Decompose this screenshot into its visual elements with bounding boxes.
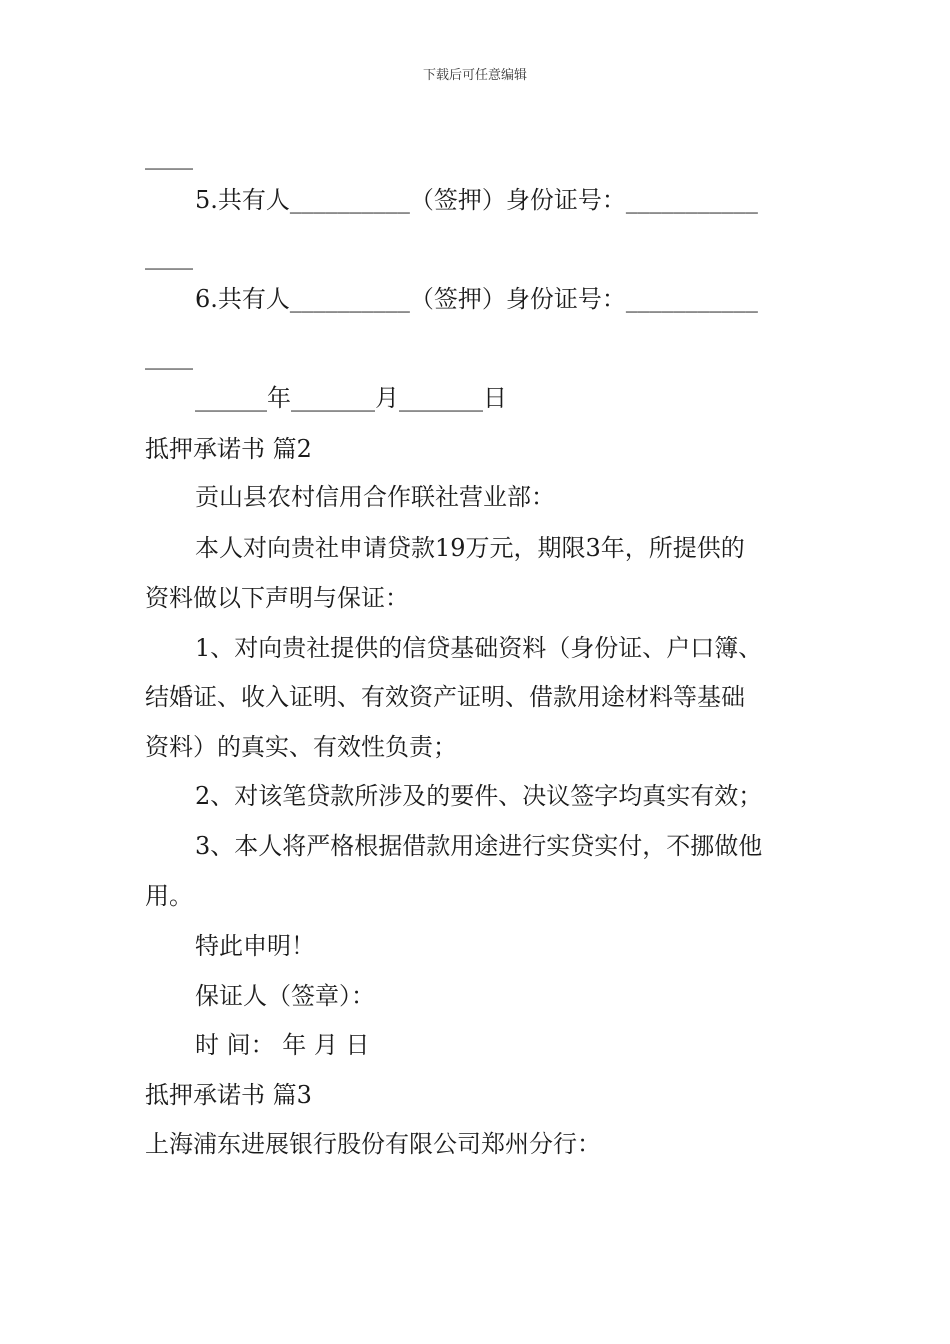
guarantor-signature: 保证人（签章）：: [195, 982, 375, 1010]
dash-continuation: ____: [145, 242, 193, 270]
page-header: 下载后可任意编辑: [422, 68, 527, 83]
item-1-line: 资料）的真实、有效性负责；: [145, 733, 457, 761]
declaration: 特此申明！: [195, 932, 315, 960]
dash-continuation: ____: [145, 142, 193, 170]
time-line: 时 间： 年 月 日: [195, 1031, 370, 1059]
section-title-3: 抵押承诺书 篇3: [145, 1081, 312, 1109]
item-1-line: 结婚证、收入证明、有效资产证明、借款用途材料等基础: [145, 683, 745, 711]
date-line: ______年_______月_______日: [195, 384, 507, 412]
co-owner-5-line: 5.共有人__________（签押）身份证号：___________: [195, 186, 758, 214]
co-owner-6-line: 6.共有人__________（签押）身份证号：___________: [195, 285, 758, 313]
item-1-line: 1、对向贵社提供的信贷基础资料（身份证、户口簿、: [195, 634, 763, 662]
dash-continuation: ____: [145, 342, 193, 370]
item-2-line: 2、对该笔贷款所涉及的要件、决议签字均真实有效；: [195, 782, 763, 810]
paragraph-line: 资料做以下声明与保证：: [145, 584, 409, 612]
paragraph-line: 本人对向贵社申请贷款19万元，期限3年，所提供的: [195, 534, 745, 562]
item-3-line: 3、本人将严格根据借款用途进行实贷实付，不挪做他: [195, 832, 763, 860]
section-title-2: 抵押承诺书 篇2: [145, 435, 312, 463]
addressee-3: 上海浦东进展银行股份有限公司郑州分行：: [145, 1130, 601, 1158]
item-3-line: 用。: [145, 882, 193, 910]
addressee-2: 贡山县农村信用合作联社营业部：: [195, 483, 555, 511]
